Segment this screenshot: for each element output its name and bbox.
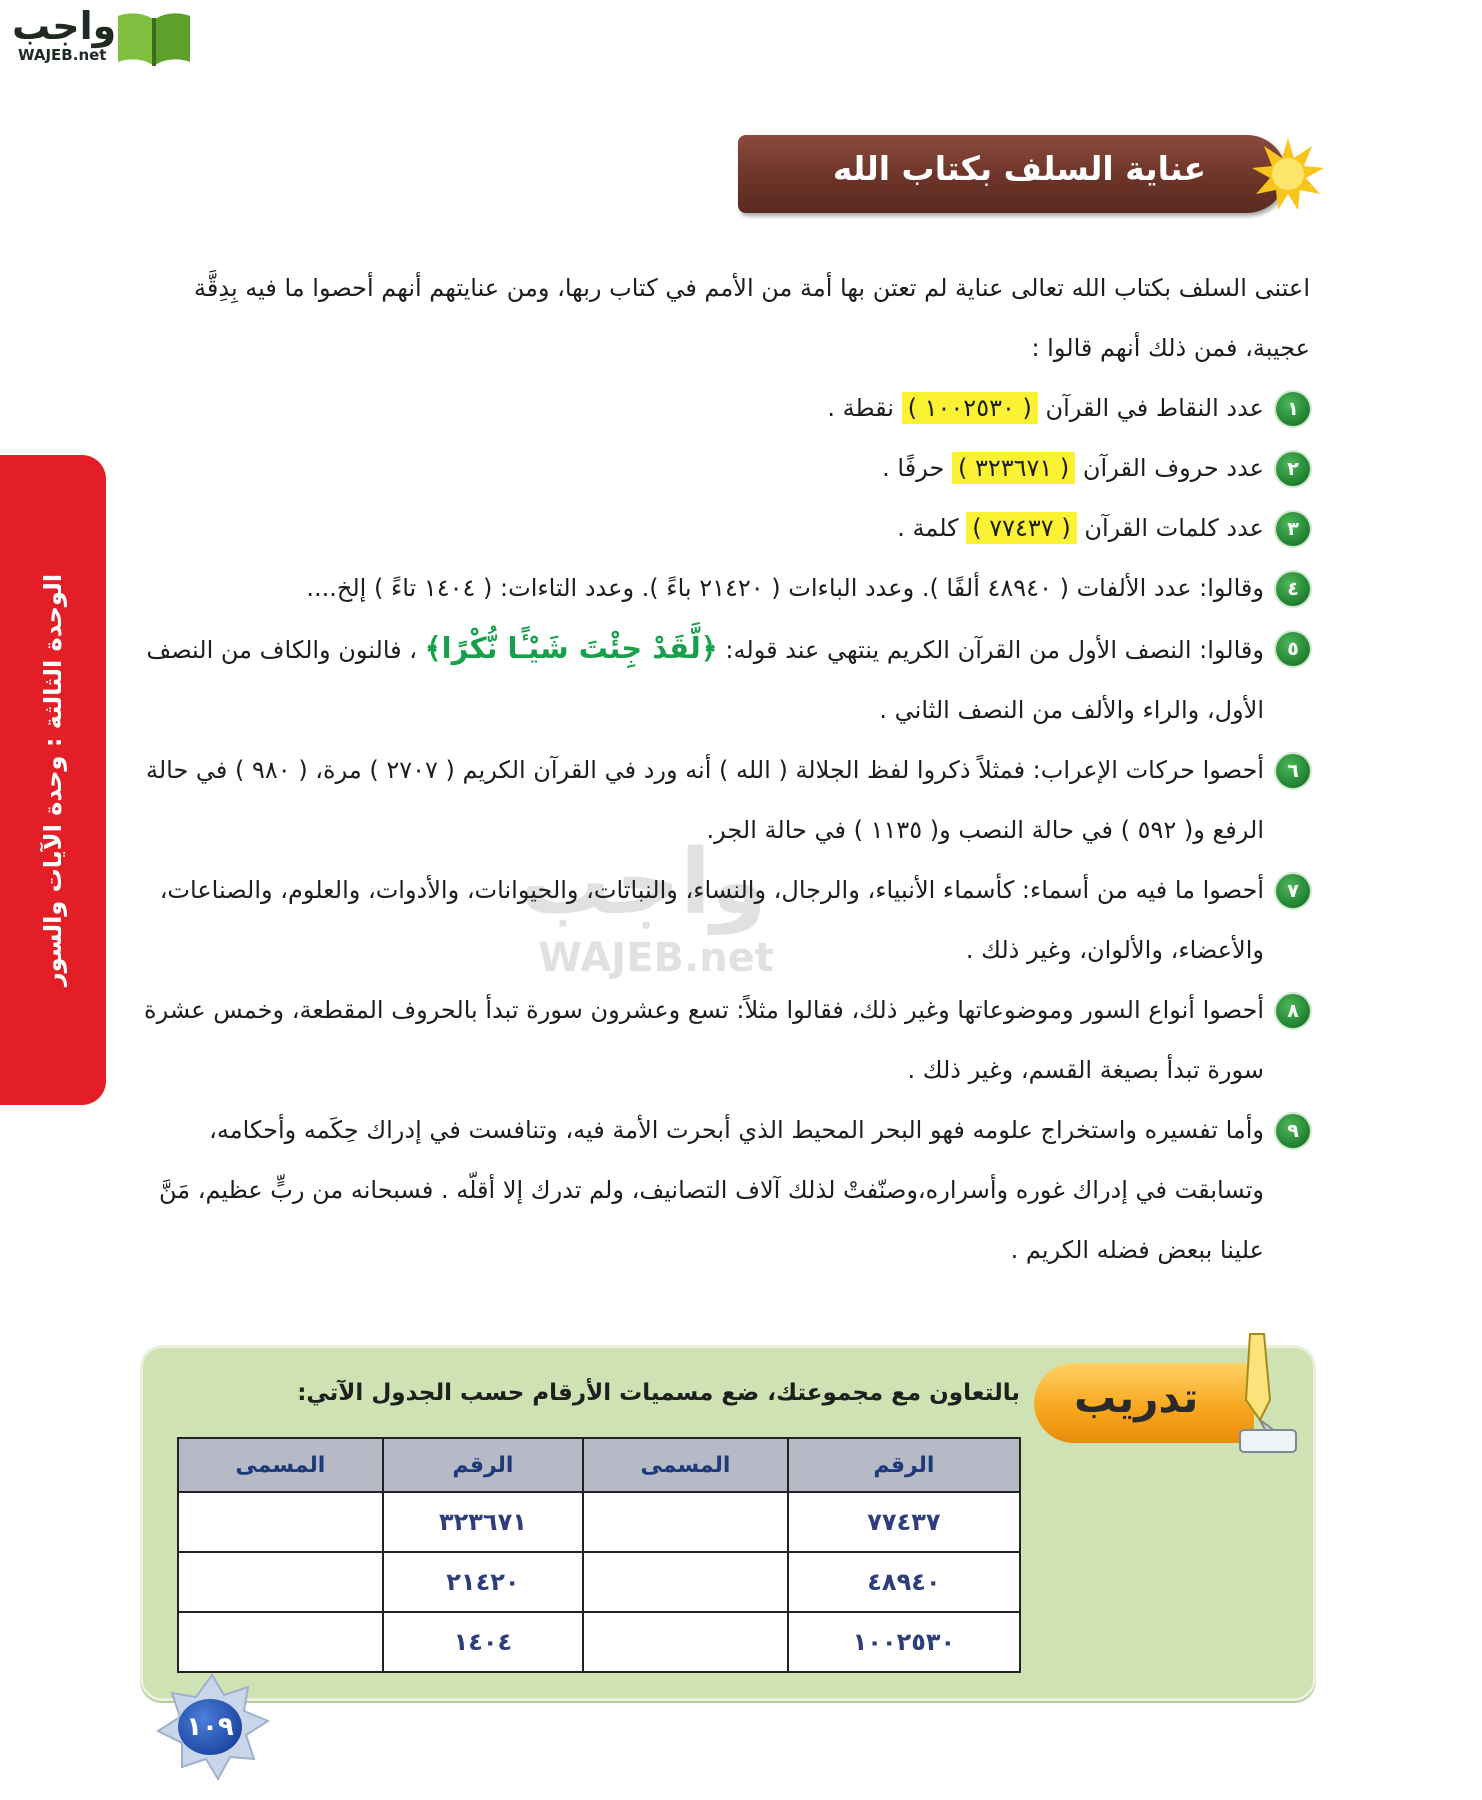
list-item — [138, 558, 1310, 618]
item-number-badge: ٧ — [1276, 874, 1310, 908]
item-suffix: حرفًا . — [882, 454, 945, 482]
section-title: عناية السلف بكتاب الله — [832, 149, 1206, 188]
page-number: ١٠٩ — [178, 1699, 242, 1755]
number-cell: ١٠٠٢٥٣٠ — [788, 1612, 1020, 1672]
table-row — [178, 1492, 1020, 1552]
name-cell[interactable] — [178, 1552, 383, 1612]
table-row — [178, 1552, 1020, 1612]
wajeb-logo[interactable] — [8, 4, 198, 68]
item-text: أحصوا أنواع السور وموضوعاتها وغير ذلك، فقالوا مثلاً: تسع وعشرون سورة تبدأ بالحروف المقطعة، وخمس عشرة سورة تبدأ بصيغة القسم، وغير ذلك . — [144, 996, 1264, 1084]
item-text: عدد النقاط في القرآن — [1045, 394, 1264, 422]
item-suffix: كلمة . — [897, 514, 959, 542]
name-cell[interactable] — [583, 1552, 788, 1612]
intro-paragraph: اعتنى السلف بكتاب الله تعالى عناية لم تعتن بها أمة من الأمم في كتاب ربها، ومن عنايتهم أنهم أحصوا ما فيه بِدِقَّة عجيبة، فمن ذلك أنهم قالوا : — [194, 274, 1310, 362]
number-cell: ٤٨٩٤٠ — [788, 1552, 1020, 1612]
item-text: وأما تفسيره واستخراج علومه فهو البحر المحيط الذي أبحرت الأمة فيه، وتنافست في إدراك حِكَمه وأحكامه، وتسابقت في إدراك غوره وأسراره،وصنّفتْ لذلك آلاف التصانيف، ولم تدرك إلا أقلّه . فسبحانه من ربٍّ عظيم، مَنَّ علينا ببعض فضله الكريم . — [158, 1116, 1264, 1264]
name-cell[interactable] — [583, 1612, 788, 1672]
item-number-badge: ٣ — [1276, 512, 1310, 546]
item-number-badge: ٩ — [1276, 1114, 1310, 1148]
name-cell[interactable] — [178, 1612, 383, 1672]
list-item — [138, 860, 1310, 980]
list-item — [138, 980, 1310, 1100]
quran-verse: ﴿لَّقَدْ جِئْتَ شَيْـًٔا نُّكْرًا﴾ — [424, 631, 718, 665]
section-header — [738, 135, 1286, 213]
item-number-badge: ٢ — [1276, 452, 1310, 486]
page-number-badge — [152, 1673, 272, 1783]
number-cell: ٣٢٣٦٧١ — [383, 1492, 583, 1552]
logo-site: WAJEB.net — [18, 46, 107, 64]
list-item — [138, 740, 1310, 860]
item-number-badge: ١ — [1276, 392, 1310, 426]
list-item — [138, 498, 1310, 558]
column-header: الرقم — [383, 1438, 583, 1492]
item-text: أحصوا حركات الإعراب: فمثلاً ذكروا لفظ الجلالة ( الله ) أنه ورد في القرآن الكريم ( ٢٧٠٧ ) مرة، ( ٩٨٠ ) في حالة الرفع و( ٥٩٢ ) في حالة النصب و( ١١٣٥ ) في حالة الجر. — [145, 756, 1264, 844]
name-cell[interactable] — [583, 1492, 788, 1552]
watermark-site: WAJEB.net — [538, 935, 774, 981]
practice-badge — [1034, 1363, 1254, 1443]
book-icon — [114, 8, 194, 68]
logo-text: واجب — [12, 4, 117, 48]
main-content — [138, 258, 1310, 1280]
number-cell: ٧٧٤٣٧ — [788, 1492, 1020, 1552]
practice-instruction: بالتعاون مع مجموعتك، ضع مسميات الأرقام حسب الجدول الآتي: — [297, 1380, 1020, 1406]
watermark-word: واجب — [520, 830, 767, 935]
item-number-badge: ٨ — [1276, 994, 1310, 1028]
unit-side-tab — [0, 455, 106, 1105]
list-item — [138, 378, 1310, 438]
item-text: وقالوا: النصف الأول من القرآن الكريم ينتهي عند قوله: — [725, 636, 1264, 664]
name-cell[interactable] — [178, 1492, 383, 1552]
table-row — [178, 1612, 1020, 1672]
highlighted-number: ( ١٠٠٢٥٣٠ ) — [902, 392, 1038, 424]
table-header-row — [178, 1438, 1020, 1492]
numbers-table — [177, 1437, 1021, 1673]
list-item — [138, 438, 1310, 498]
sun-icon — [1250, 136, 1326, 212]
item-number-badge: ٥ — [1276, 632, 1310, 666]
item-text: وقالوا: عدد الألفات ( ٤٨٩٤٠ ألفًا ). وعدد الباءات ( ٢١٤٢٠ باءً ). وعدد التاءات: ( ١٤٠٤ تاءً ) إلخ.... — [306, 574, 1264, 602]
item-text: أحصوا ما فيه من أسماء: كأسماء الأنبياء، والرجال، والنساء، والنباتات، والحيوانات، والأدوات، والعلوم، والصناعات، والأعضاء، والألوان، وغير ذلك . — [159, 876, 1264, 964]
unit-title: الوحدة الثالثة : وحدة الآيات والسور — [39, 573, 67, 987]
practice-label: تدريب — [1074, 1373, 1199, 1422]
column-header: الرقم — [788, 1438, 1020, 1492]
number-cell: ٢١٤٢٠ — [383, 1552, 583, 1612]
column-header: المسمى — [583, 1438, 788, 1492]
list-item — [138, 1100, 1310, 1280]
item-text: عدد حروف القرآن — [1082, 454, 1264, 482]
pen-icon — [1230, 1330, 1310, 1460]
highlighted-number: ( ٣٢٣٦٧١ ) — [952, 452, 1075, 484]
number-cell: ١٤٠٤ — [383, 1612, 583, 1672]
item-text: عدد كلمات القرآن — [1084, 514, 1264, 542]
list-item — [138, 618, 1310, 740]
item-suffix: نقطة . — [827, 394, 894, 422]
item-suffix: ، فالنون والكاف من النصف الأول، والراء والألف من النصف الثاني . — [146, 636, 1264, 724]
highlighted-number: ( ٧٧٤٣٧ ) — [966, 512, 1076, 544]
item-number-badge: ٤ — [1276, 572, 1310, 606]
column-header: المسمى — [178, 1438, 383, 1492]
item-number-badge: ٦ — [1276, 754, 1310, 788]
